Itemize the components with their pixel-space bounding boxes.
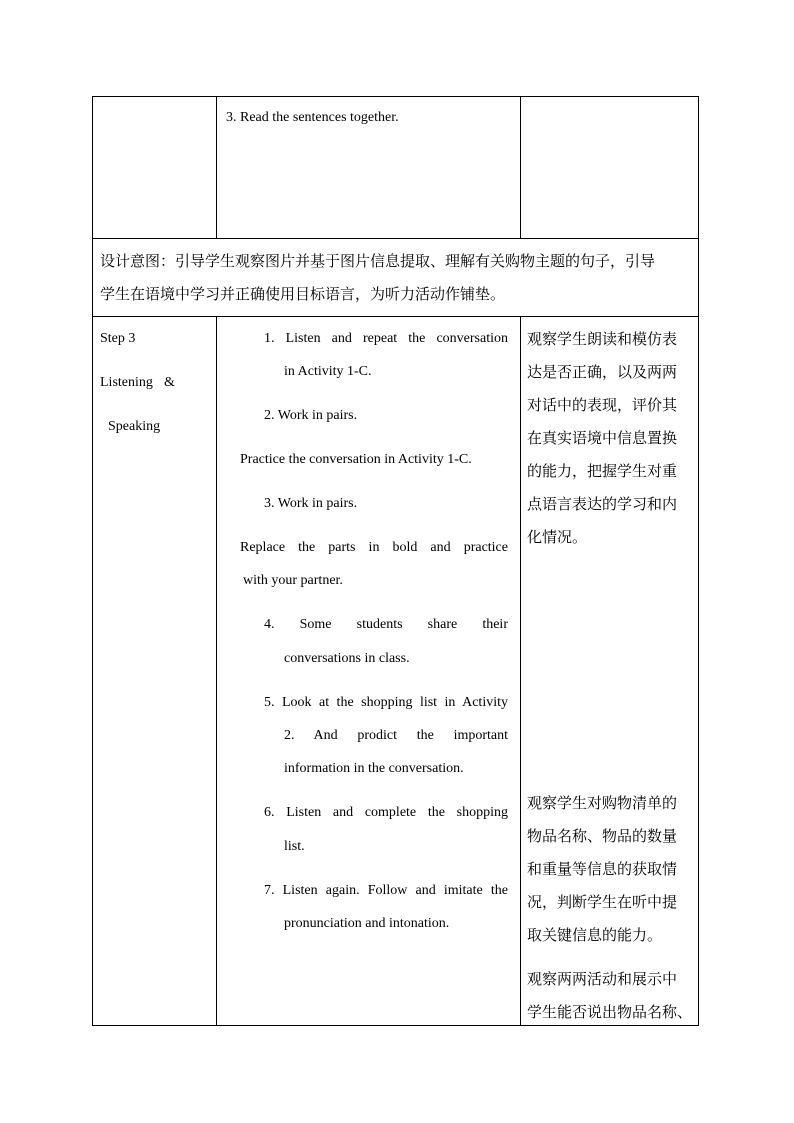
activity-3-detail-line-2: with your partner. [243, 573, 343, 588]
assessment-2-line-3: 和重量等信息的获取情 [527, 860, 678, 878]
design-intent-line-2: 学生在语境中学习并正确使用目标语言，为听力活动作铺垫。 [100, 285, 506, 303]
step-label: Step 3 [100, 331, 136, 346]
activity-2: 2. Work in pairs. [264, 408, 358, 423]
assessment-1-line-6: 点语言表达的学习和内 [527, 495, 678, 513]
col-divider-2-bottom [520, 316, 521, 1026]
assessment-1-line-3: 对话中的表现，评价其 [527, 396, 678, 414]
design-intent-line-1: 设计意图：引导学生观察图片并基于图片信息提取、理解有关购物主题的句子，引导 [100, 252, 656, 270]
col-divider-1-top [216, 96, 217, 238]
assessment-2-line-4: 况，判断学生在听中提 [527, 893, 678, 911]
assessment-3-line-2: 学生能否说出物品名称、 [527, 1003, 693, 1021]
activity-6-line-1: 6. Listen and complete the shopping [264, 805, 508, 820]
activity-3: 3. Work in pairs. [264, 496, 358, 511]
activity-7-line-2: pronunciation and intonation. [284, 916, 450, 931]
assessment-1-line-1: 观察学生朗读和模仿表 [527, 330, 678, 348]
assessment-1-line-4: 在真实语境中信息置换 [527, 429, 678, 447]
activity-7-line-1: 7. Listen again. Follow and imitate the [264, 883, 508, 898]
stage-label-speaking: Speaking [108, 419, 161, 434]
assessment-3-line-1: 观察两两活动和展示中 [527, 970, 678, 988]
stage-label-ampersand: & [164, 375, 175, 390]
activity-4-line-1: 4. Some students share their [264, 617, 508, 632]
activity-5-line-3: information in the conversation. [284, 761, 464, 776]
assessment-1-line-5: 的能力，把握学生对重 [527, 462, 678, 480]
row-divider-2 [92, 316, 699, 317]
activity-1-line-2: in Activity 1-C. [284, 364, 372, 379]
stage-label-listening: Listening [100, 375, 153, 390]
assessment-2-line-1: 观察学生对购物清单的 [527, 794, 678, 812]
activity-5-line-2: 2. And prodict the important [284, 728, 508, 743]
assessment-2-line-2: 物品名称、物品的数量 [527, 827, 678, 845]
row-divider-1 [92, 238, 699, 239]
assessment-1-line-2: 达是否正确，以及两两 [527, 363, 678, 381]
activity-1-line-1: 1. Listen and repeat the conversation [264, 331, 508, 346]
activity-5-line-1: 5. Look at the shopping list in Activity [264, 695, 508, 710]
assessment-2-line-5: 取关键信息的能力。 [527, 926, 663, 944]
activity-read-sentences: 3. Read the sentences together. [226, 110, 399, 125]
activity-4-line-2: conversations in class. [284, 651, 410, 666]
assessment-1-line-7: 化情况。 [527, 528, 588, 546]
col-divider-2-top [520, 96, 521, 238]
activity-6-line-2: list. [284, 839, 305, 854]
col-divider-1-bottom [216, 316, 217, 1026]
activity-3-detail-line-1: Replace the parts in bold and practice [240, 540, 508, 555]
activity-2-detail: Practice the conversation in Activity 1-C. [240, 452, 472, 467]
